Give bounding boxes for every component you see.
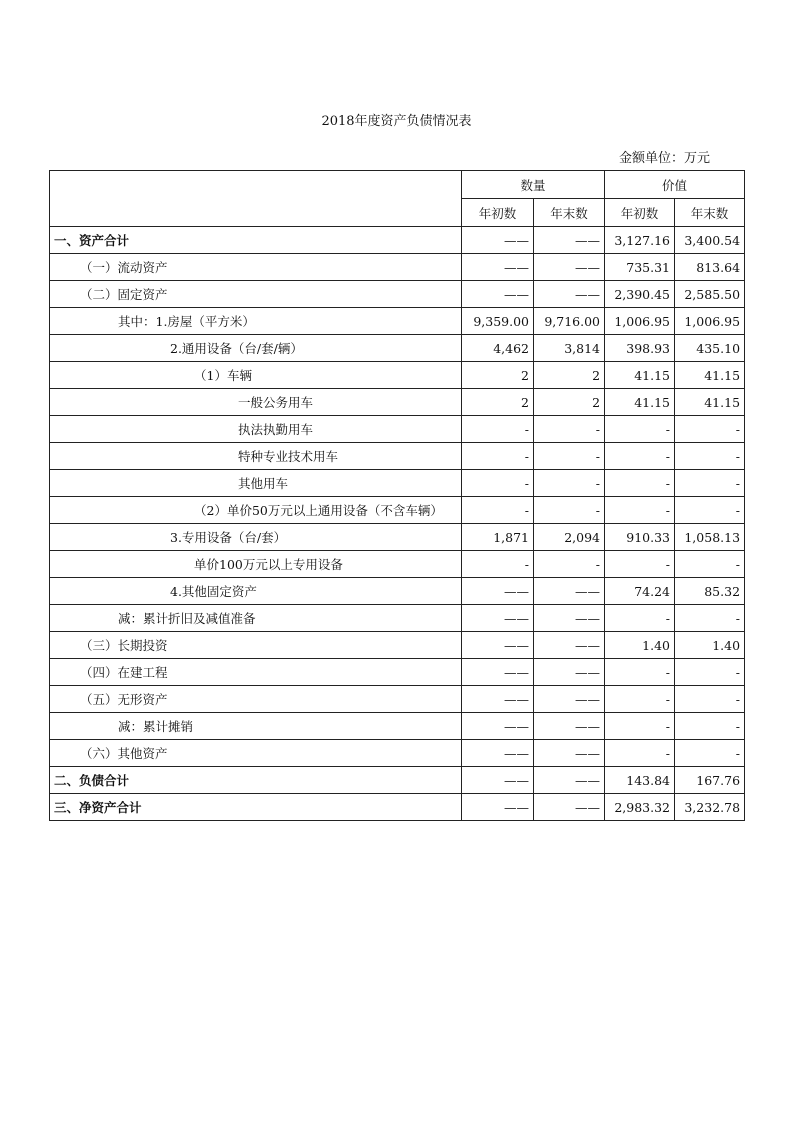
- row-label: 特种专业技术用车: [50, 443, 462, 470]
- value-begin-cell: -: [605, 551, 675, 578]
- value-end-cell: 41.15: [675, 362, 745, 389]
- table-row: [50, 551, 745, 578]
- qty-begin-cell: 1,871: [462, 524, 534, 551]
- row-label: （2）单价50万元以上通用设备（不含车辆）: [50, 497, 462, 524]
- table-row: [50, 443, 745, 470]
- row-label: 减：累计摊销: [50, 713, 462, 740]
- value-end-cell: -: [675, 443, 745, 470]
- qty-end-cell: -: [534, 470, 605, 497]
- value-begin-cell: 1.40: [605, 632, 675, 659]
- qty-end-cell: ——: [534, 605, 605, 632]
- value-begin-cell: -: [605, 605, 675, 632]
- header-row-top: [50, 171, 745, 199]
- value-begin-cell: 41.15: [605, 362, 675, 389]
- table-row: [50, 632, 745, 659]
- row-label: （一）流动资产: [50, 254, 462, 281]
- qty-end-cell: 2,094: [534, 524, 605, 551]
- table-row: [50, 605, 745, 632]
- value-begin-cell: 1,006.95: [605, 308, 675, 335]
- qty-end-cell: 2: [534, 389, 605, 416]
- header-qty-end: 年末数: [534, 199, 605, 227]
- value-end-cell: -: [675, 470, 745, 497]
- row-label: 减：累计折旧及减值准备: [50, 605, 462, 632]
- qty-end-cell: 3,814: [534, 335, 605, 362]
- value-end-cell: 3,400.54: [675, 227, 745, 254]
- qty-end-cell: ——: [534, 281, 605, 308]
- value-end-cell: 1.40: [675, 632, 745, 659]
- qty-begin-cell: ——: [462, 767, 534, 794]
- value-end-cell: 85.32: [675, 578, 745, 605]
- row-label: 其中：1.房屋（平方米）: [50, 308, 462, 335]
- qty-begin-cell: ——: [462, 254, 534, 281]
- qty-begin-cell: -: [462, 443, 534, 470]
- table-title: 2018年度资产负债情况表: [321, 114, 472, 129]
- value-begin-cell: 2,390.45: [605, 281, 675, 308]
- value-begin-cell: -: [605, 686, 675, 713]
- row-label: 二、负债合计: [50, 767, 462, 794]
- qty-begin-cell: 4,462: [462, 335, 534, 362]
- qty-end-cell: ——: [534, 578, 605, 605]
- row-label: 一、资产合计: [50, 227, 462, 254]
- value-end-cell: -: [675, 551, 745, 578]
- qty-begin-cell: ——: [462, 605, 534, 632]
- table-row: [50, 524, 745, 551]
- value-begin-cell: -: [605, 443, 675, 470]
- qty-begin-cell: 2: [462, 362, 534, 389]
- header-value: 价值: [605, 171, 745, 199]
- table-row: [50, 794, 745, 821]
- qty-begin-cell: ——: [462, 740, 534, 767]
- qty-end-cell: ——: [534, 794, 605, 821]
- table-row: [50, 740, 745, 767]
- qty-end-cell: ——: [534, 254, 605, 281]
- header-quantity: 数量: [462, 171, 605, 199]
- qty-begin-cell: ——: [462, 227, 534, 254]
- table-row: [50, 254, 745, 281]
- value-end-cell: 2,585.50: [675, 281, 745, 308]
- table-row: [50, 389, 745, 416]
- value-end-cell: -: [675, 416, 745, 443]
- row-label: 2.通用设备（台/套/辆）: [50, 335, 462, 362]
- qty-end-cell: -: [534, 497, 605, 524]
- qty-begin-cell: ——: [462, 659, 534, 686]
- row-label: 一般公务用车: [50, 389, 462, 416]
- table-row: [50, 497, 745, 524]
- value-end-cell: -: [675, 659, 745, 686]
- table-row: [50, 713, 745, 740]
- qty-end-cell: ——: [534, 767, 605, 794]
- qty-end-cell: -: [534, 416, 605, 443]
- qty-begin-cell: ——: [462, 578, 534, 605]
- qty-begin-cell: ——: [462, 713, 534, 740]
- table-row: [50, 335, 745, 362]
- table-row: [50, 281, 745, 308]
- table-row: [50, 686, 745, 713]
- value-end-cell: 1,006.95: [675, 308, 745, 335]
- value-begin-cell: 910.33: [605, 524, 675, 551]
- value-begin-cell: -: [605, 740, 675, 767]
- balance-sheet-table: [49, 170, 745, 821]
- qty-begin-cell: ——: [462, 794, 534, 821]
- qty-begin-cell: -: [462, 497, 534, 524]
- qty-end-cell: ——: [534, 659, 605, 686]
- row-label: （1）车辆: [50, 362, 462, 389]
- value-end-cell: 813.64: [675, 254, 745, 281]
- value-begin-cell: 398.93: [605, 335, 675, 362]
- table-row: [50, 578, 745, 605]
- qty-end-cell: ——: [534, 740, 605, 767]
- row-label: 其他用车: [50, 470, 462, 497]
- value-begin-cell: 74.24: [605, 578, 675, 605]
- qty-begin-cell: ——: [462, 686, 534, 713]
- qty-begin-cell: -: [462, 470, 534, 497]
- row-label: 4.其他固定资产: [50, 578, 462, 605]
- value-end-cell: -: [675, 740, 745, 767]
- qty-end-cell: ——: [534, 686, 605, 713]
- qty-end-cell: -: [534, 551, 605, 578]
- table-row: [50, 416, 745, 443]
- table-row: [50, 227, 745, 254]
- row-label: （四）在建工程: [50, 659, 462, 686]
- header-blank-cell: [50, 171, 462, 227]
- value-end-cell: 3,232.78: [675, 794, 745, 821]
- row-label: 3.专用设备（台/套）: [50, 524, 462, 551]
- value-end-cell: 1,058.13: [675, 524, 745, 551]
- table-row: [50, 767, 745, 794]
- row-label: 三、净资产合计: [50, 794, 462, 821]
- value-end-cell: -: [675, 497, 745, 524]
- row-label: （六）其他资产: [50, 740, 462, 767]
- table-row: [50, 659, 745, 686]
- value-end-cell: 41.15: [675, 389, 745, 416]
- qty-begin-cell: 2: [462, 389, 534, 416]
- qty-end-cell: ——: [534, 632, 605, 659]
- qty-begin-cell: ——: [462, 632, 534, 659]
- value-end-cell: 435.10: [675, 335, 745, 362]
- row-label: （二）固定资产: [50, 281, 462, 308]
- header-qty-begin: 年初数: [462, 199, 534, 227]
- row-label: 执法执勤用车: [50, 416, 462, 443]
- row-label: （三）长期投资: [50, 632, 462, 659]
- row-label: （五）无形资产: [50, 686, 462, 713]
- value-begin-cell: -: [605, 416, 675, 443]
- qty-begin-cell: -: [462, 416, 534, 443]
- qty-begin-cell: 9,359.00: [462, 308, 534, 335]
- qty-end-cell: ——: [534, 227, 605, 254]
- qty-end-cell: 9,716.00: [534, 308, 605, 335]
- header-val-begin: 年初数: [605, 199, 675, 227]
- qty-end-cell: 2: [534, 362, 605, 389]
- value-end-cell: -: [675, 605, 745, 632]
- value-begin-cell: 143.84: [605, 767, 675, 794]
- table-row: [50, 362, 745, 389]
- table-row: [50, 308, 745, 335]
- qty-end-cell: ——: [534, 713, 605, 740]
- value-begin-cell: -: [605, 497, 675, 524]
- value-begin-cell: 735.31: [605, 254, 675, 281]
- value-begin-cell: 41.15: [605, 389, 675, 416]
- value-end-cell: -: [675, 686, 745, 713]
- value-begin-cell: -: [605, 713, 675, 740]
- value-begin-cell: 3,127.16: [605, 227, 675, 254]
- qty-begin-cell: ——: [462, 281, 534, 308]
- table-row: [50, 470, 745, 497]
- header-val-end: 年末数: [675, 199, 745, 227]
- value-begin-cell: -: [605, 470, 675, 497]
- value-begin-cell: -: [605, 659, 675, 686]
- value-begin-cell: 2,983.32: [605, 794, 675, 821]
- amount-unit-note: 金额单位：万元: [618, 151, 710, 166]
- value-end-cell: 167.76: [675, 767, 745, 794]
- row-label: 单价100万元以上专用设备: [50, 551, 462, 578]
- value-end-cell: -: [675, 713, 745, 740]
- qty-begin-cell: -: [462, 551, 534, 578]
- qty-end-cell: -: [534, 443, 605, 470]
